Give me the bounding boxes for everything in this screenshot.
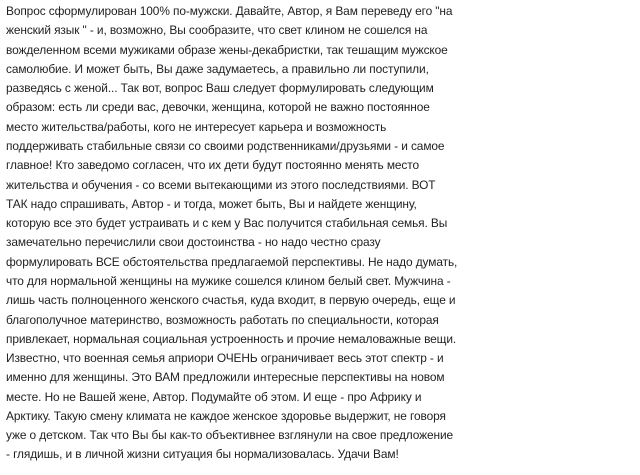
text-line: Арктику. Такую смену климата не каждое женское здоровье выдержит, не говоря — [6, 408, 446, 423]
text-line: привлекает, нормальная социальная устроенность и прочие немаловажные вещи. — [6, 331, 457, 346]
text-line: - глядишь, и в личной жизни ситуация бы нормализовалась. Удачи Вам! — [6, 447, 399, 462]
text-line: замечательно перечислили свои достоинства - но надо честно сразу — [6, 235, 381, 250]
text-line: самолюбие. И может быть, Вы даже задумаетесь, а правильно ли поступили, — [6, 61, 429, 76]
text-line: которую все это будет устраивать и с кем у Вас получится стабильная семья. Вы — [6, 216, 448, 231]
text-line: жительства и обучения - со всеми вытекающими из этого последствиями. ВОТ — [6, 177, 436, 192]
text-line: лишь часть полноценного женского счастья, куда входит, в первую очередь, еще и — [6, 293, 456, 308]
text-line: месте. Но не Вашей жене, Автор. Подумайте об этом. И еще - про Африку и — [6, 389, 422, 404]
text-line: формулировать ВСЕ обстоятельства предлагаемой перспективы. Не надо думать, — [6, 254, 458, 269]
text-line: ТАК надо спрашивать, Автор - и тогда, может быть, Вы и найдете женщину, — [6, 196, 417, 211]
text-line: поддерживать стабильные связи со своими родственниками/друзьями - и самое — [6, 138, 445, 153]
text-line: главное! Кто заведомо согласен, что их дети будут постоянно менять место — [6, 158, 419, 173]
text-line: женский язык " - и, возможно, Вы сообразите, что свет клином не сошелся на — [6, 23, 428, 38]
text-line: что для нормальной женщины на мужике сошелся клином белый свет. Мужчина - — [6, 273, 451, 288]
text-line: место жительства/работы, кого не интересует карьера и возможность — [6, 119, 387, 134]
text-line: вожделенном всеми мужиками образе жены-декабристки, так тешащим мужское — [6, 42, 448, 57]
text-line: Вопрос сформулирован 100% по-мужски. Давайте, Автор, я Вам переведу его "на — [6, 4, 453, 18]
text-line: именно для женщины. Это ВАМ предложили интересные перспективы на новом — [6, 370, 445, 385]
text-line: Известно, что военная семья априори ОЧЕНЬ ограничивает весь этот спектр - и — [6, 351, 444, 366]
text-line: уже о детском. Так что Вы бы как-то объективнее взглянули на свое предложение — [6, 428, 454, 443]
text-line: благополучное материнство, возможность работать по специальности, которая — [6, 312, 439, 327]
text-line: образом: есть ли среди вас, девочки, женщина, которой не важно постоянное — [6, 100, 430, 115]
text-line: разведясь с женой... Так вот, вопрос Ваш следует формулировать следующим — [6, 81, 434, 96]
